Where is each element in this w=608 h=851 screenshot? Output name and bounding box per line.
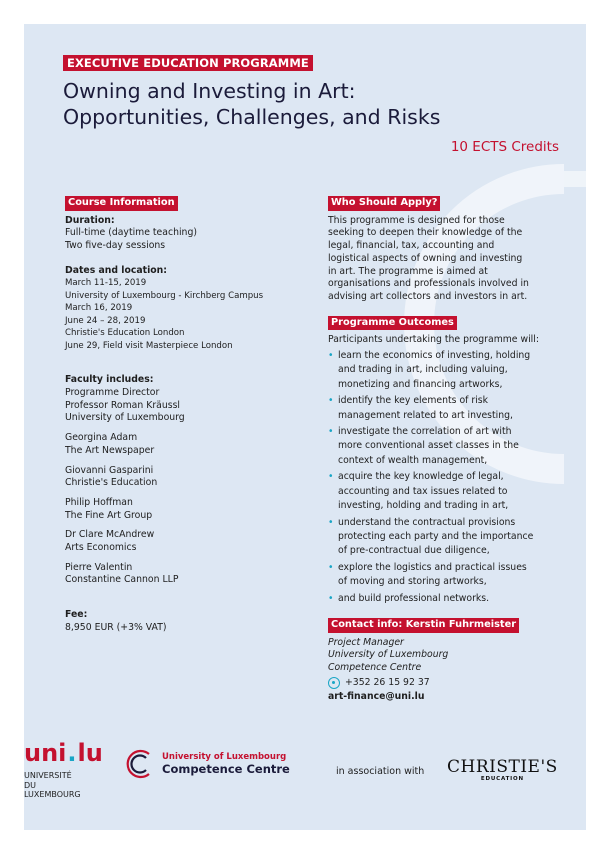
unilu-mark-uni: uni xyxy=(24,739,67,767)
dates-label: Dates and location: xyxy=(65,264,168,276)
item-line: investing, holding and trading in art, xyxy=(338,500,509,512)
item-line: of moving and storing artworks, xyxy=(338,576,487,588)
title-line-2: Opportunities, Challenges, and Risks xyxy=(63,105,441,129)
text-line: legal, financial, tax, accounting and xyxy=(328,240,495,252)
competence-centre-icon xyxy=(124,748,156,780)
item-line: context of wealth management, xyxy=(338,454,488,466)
university-logo-text xyxy=(24,771,86,800)
date-line: June 29, Field visit Masterpiece London xyxy=(65,340,233,351)
item-line: and build professional networks. xyxy=(338,592,490,604)
phone-icon xyxy=(328,677,340,689)
contact-org: University of Luxembourg xyxy=(328,649,449,661)
item-line: understand the contractual provisions xyxy=(338,516,516,528)
faculty-member xyxy=(65,387,285,425)
item-line: accounting and tax issues related to xyxy=(338,485,508,497)
text-line: This programme is designed for those xyxy=(328,214,505,226)
page-title xyxy=(63,78,563,130)
cc-line-2: Competence Centre xyxy=(162,762,290,776)
faculty-role: Programme Director xyxy=(65,387,160,399)
date-line: June 24 – 28, 2019 xyxy=(65,315,146,326)
item-line: management related to art investing, xyxy=(338,409,513,421)
outcomes-intro: Participants undertaking the programme will: xyxy=(328,334,539,346)
list-item xyxy=(328,349,543,392)
faculty-name: Dr Clare McAndrew xyxy=(65,529,155,541)
bullet-icon: • xyxy=(328,592,334,604)
cc-line-1: University of Luxembourg xyxy=(162,752,287,762)
ects-credits: 10 ECTS Credits xyxy=(450,139,559,155)
item-line: explore the logistics and practical issues xyxy=(338,561,527,573)
programme-outcomes-heading: Programme Outcomes xyxy=(328,316,457,331)
faculty-member xyxy=(65,529,285,554)
outcomes-list xyxy=(328,349,543,606)
faculty-affiliation: The Art Newspaper xyxy=(65,444,155,456)
faculty-member xyxy=(65,432,285,457)
item-line: monetizing and financing artworks, xyxy=(338,378,503,390)
date-line: March 11-15, 2019 xyxy=(65,278,147,289)
christies-name: CHRISTIE'S xyxy=(447,757,558,777)
duration-label: Duration: xyxy=(65,214,115,226)
faculty-member xyxy=(65,465,285,490)
item-line: of pre-contractual due diligence, xyxy=(338,545,490,557)
item-line: protecting each party and the importance xyxy=(338,530,534,542)
title-line-1: Owning and Investing in Art: xyxy=(63,79,356,103)
logo-line: UNIVERSITÉ DU xyxy=(24,771,72,790)
duration-line: Full-time (daytime teaching) xyxy=(65,227,197,239)
item-line: identify the key elements of risk xyxy=(338,395,489,407)
list-item xyxy=(328,516,543,559)
text-line: in art. The programme is aimed at xyxy=(328,265,488,277)
item-line: investigate the correlation of art with xyxy=(338,426,512,438)
item-line: acquire the key knowledge of legal, xyxy=(338,471,504,483)
bullet-icon: • xyxy=(328,471,334,483)
footer-logos xyxy=(24,720,586,810)
faculty-name: Professor Roman Kräussl xyxy=(65,399,181,411)
logo-line: LUXEMBOURG xyxy=(24,790,81,799)
contact-unit: Competence Centre xyxy=(328,662,422,674)
faculty-affiliation: Christie's Education xyxy=(65,477,158,489)
bullet-icon: • xyxy=(328,395,334,407)
competence-centre-logo xyxy=(124,748,290,780)
list-item xyxy=(328,592,543,606)
contact-phone[interactable]: +352 26 15 92 37 xyxy=(345,676,430,688)
programme-tag: EXECUTIVE EDUCATION PROGRAMME xyxy=(63,55,313,71)
contact-email[interactable]: art-finance@uni.lu xyxy=(328,691,425,703)
faculty-label: Faculty includes: xyxy=(65,374,154,386)
faculty-member xyxy=(65,497,285,522)
faculty-affiliation: University of Luxembourg xyxy=(65,412,185,424)
faculty-name: Georgina Adam xyxy=(65,432,138,444)
faculty-name: Giovanni Gasparini xyxy=(65,464,154,476)
course-information-column xyxy=(65,196,285,635)
fee-block xyxy=(65,609,285,634)
list-item xyxy=(328,425,543,468)
association-text: in association with xyxy=(336,766,425,777)
who-should-apply-heading: Who Should Apply? xyxy=(328,196,440,211)
item-line: and trading in art, including valuing, xyxy=(338,364,508,376)
contact-heading: Contact info: Kerstin Fuhrmeister xyxy=(328,618,519,633)
bullet-icon: • xyxy=(328,426,334,438)
duration-line: Two five-day sessions xyxy=(65,240,166,252)
date-line: Christie's Education London xyxy=(65,328,185,339)
dates-block xyxy=(65,265,285,353)
fee-value: 8,950 EUR (+3% VAT) xyxy=(65,621,167,633)
unilu-mark-dot: . xyxy=(67,739,77,767)
faculty-affiliation: Constantine Cannon LLP xyxy=(65,574,179,586)
course-information-heading: Course Information xyxy=(65,196,178,211)
christies-sub: EDUCATION xyxy=(480,776,524,782)
unilu-mark xyxy=(24,739,103,767)
list-item xyxy=(328,394,543,423)
text-line: organisations and professionals involved in xyxy=(328,278,529,290)
contact-phone-row xyxy=(328,677,543,690)
date-line: March 16, 2019 xyxy=(65,303,133,314)
list-item xyxy=(328,470,543,513)
duration-block xyxy=(65,215,285,253)
item-line: more conventional asset classes in the xyxy=(338,440,519,452)
bullet-icon: • xyxy=(328,350,334,362)
text-line: advising art collectors and investors in art. xyxy=(328,290,528,302)
faculty-block xyxy=(65,374,285,587)
fee-label: Fee: xyxy=(65,609,88,621)
christies-logo xyxy=(447,758,558,783)
text-line: seeking to deepen their knowledge of the xyxy=(328,227,523,239)
list-item xyxy=(328,561,543,590)
faculty-name: Philip Hoffman xyxy=(65,496,133,508)
bullet-icon: • xyxy=(328,561,334,573)
university-logo xyxy=(24,739,103,800)
bullet-icon: • xyxy=(328,516,334,528)
date-line: University of Luxembourg - Kirchberg Campus xyxy=(65,290,264,301)
who-should-apply-text xyxy=(328,215,543,304)
details-column xyxy=(328,196,543,704)
contact-role: Project Manager xyxy=(328,636,404,648)
faculty-affiliation: The Fine Art Group xyxy=(65,509,153,521)
text-line: logistical aspects of owning and investing xyxy=(328,252,523,264)
faculty-member xyxy=(65,562,285,587)
contact-block xyxy=(328,618,543,704)
unilu-mark-lu: lu xyxy=(77,739,103,767)
faculty-affiliation: Arts Economics xyxy=(65,542,137,554)
item-line: learn the economics of investing, holding xyxy=(338,350,531,362)
faculty-name: Pierre Valentin xyxy=(65,561,133,573)
